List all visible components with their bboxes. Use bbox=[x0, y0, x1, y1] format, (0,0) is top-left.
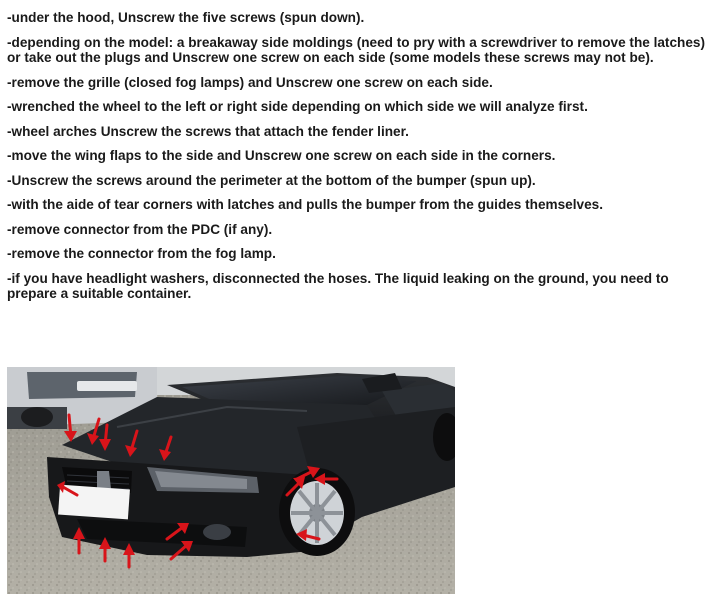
step-8: -with the aide of tear corners with latches and pulls the bumper from the guides themselves. bbox=[7, 197, 603, 212]
car-illustration bbox=[7, 367, 455, 594]
step-5: -wheel arches Unscrew the screws that attach the fender liner. bbox=[7, 123, 409, 139]
step-3: -remove the grille (closed fog lamps) and Unscrew one screw on each side. bbox=[7, 74, 493, 90]
step-4: -wrenched the wheel to the left or right side depending on which side we will analyze first. bbox=[7, 99, 588, 114]
front-wheel bbox=[279, 468, 355, 556]
step-7: -Unscrew the screws around the perimeter at the bottom of the bumper (spun up). bbox=[7, 172, 536, 188]
step-2: -depending on the model: a breakaway side moldings (need to pry with a screwdriver to remove the latches) or take out the plugs and Unscrew one screw on each side (some models these screws may not be). bbox=[7, 34, 705, 65]
step-11: -if you have headlight washers, disconnected the hoses. The liquid leaking on the ground, you need to prepare a suitable container. bbox=[7, 270, 669, 301]
step-6: -move the wing flaps to the side and Unscrew one screw on each side in the corners. bbox=[7, 148, 556, 163]
instructions-list bbox=[7, 10, 709, 311]
fog-lamp bbox=[203, 524, 231, 540]
car-bumper-photo bbox=[7, 367, 455, 594]
step-1: -under the hood, Unscrew the five screws (spun down). bbox=[7, 10, 365, 25]
step-10: -remove the connector from the fog lamp. bbox=[7, 246, 276, 261]
step-9: -remove connector from the PDC (if any). bbox=[7, 221, 273, 237]
